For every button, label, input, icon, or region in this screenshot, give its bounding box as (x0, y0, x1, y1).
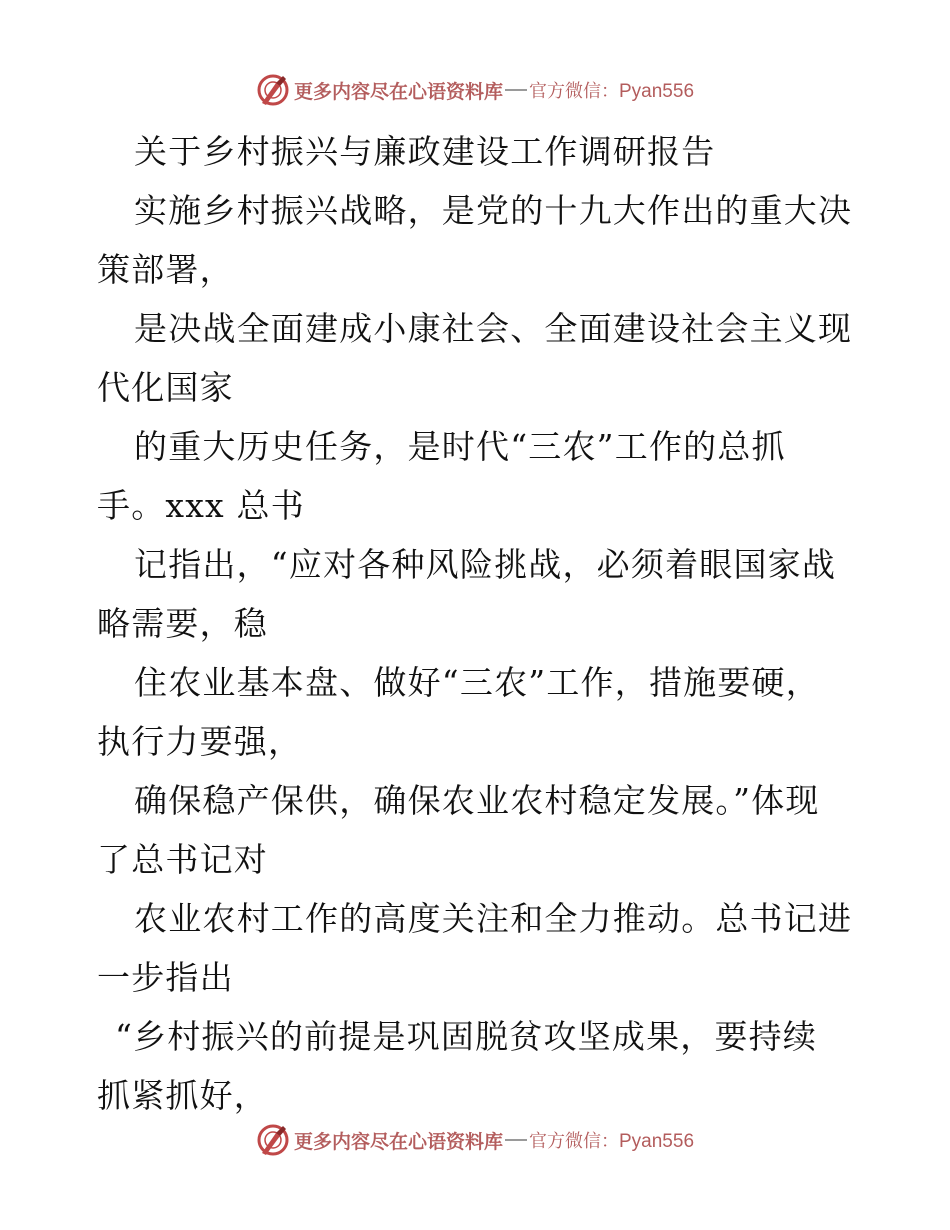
paragraph-line: 住农业基本盘、做好“三农”工作，措施要硬， (134, 663, 820, 702)
banner-wechat (529, 77, 694, 103)
paragraph-line: 是决战全面建成小康社会、全面建设社会主义现 (134, 309, 853, 348)
banner-text: 更多内容尽在心语资料库 (293, 80, 503, 103)
banner-dash (505, 89, 527, 91)
footer-banner (0, 1120, 950, 1160)
paragraph-line: 抓紧抓好， (97, 1076, 268, 1115)
banner-text: 更多内容尽在心语资料库 (293, 1130, 503, 1153)
banner-dash (505, 1139, 527, 1141)
paragraph-line: “乡村振兴的前提是巩固脱贫攻坚成果，要持续 (115, 1017, 818, 1056)
wechat-label: 官方微信： (529, 81, 619, 102)
header-banner (0, 70, 950, 110)
paragraph-line: 了总书记对 (97, 840, 268, 879)
banner-wechat (529, 1127, 694, 1153)
paragraph-line: 记指出，“应对各种风险挑战，必须着眼国家战 (134, 545, 837, 584)
wechat-label: 官方微信： (529, 1131, 619, 1152)
wechat-id: Pyan556 (619, 81, 695, 102)
paragraph-line: 执行力要强， (97, 722, 303, 761)
document-body (97, 122, 857, 1125)
paragraph-line: 农业农村工作的高度关注和全力推动。总书记进 (134, 899, 853, 938)
paragraph-line: 略需要，稳 (97, 604, 268, 643)
paragraph-line: 代化国家 (97, 368, 234, 407)
brush-logo-icon (256, 1123, 290, 1157)
paragraph-line: 手。xxx 总书 (97, 486, 305, 525)
paragraph-line: 策部署， (97, 250, 234, 289)
document-title: 关于乡村振兴与廉政建设工作调研报告 (134, 132, 716, 171)
paragraph-line: 实施乡村振兴战略，是党的十九大作出的重大决 (134, 191, 853, 230)
paragraph-line: 的重大历史任务，是时代“三农”工作的总抓 (134, 427, 786, 466)
brush-logo-icon (256, 73, 290, 107)
paragraph-line: 确保稳产保供，确保农业农村稳定发展。”体现 (134, 781, 820, 820)
paragraph-line: 一步指出 (97, 958, 234, 997)
wechat-id: Pyan556 (619, 1131, 695, 1152)
